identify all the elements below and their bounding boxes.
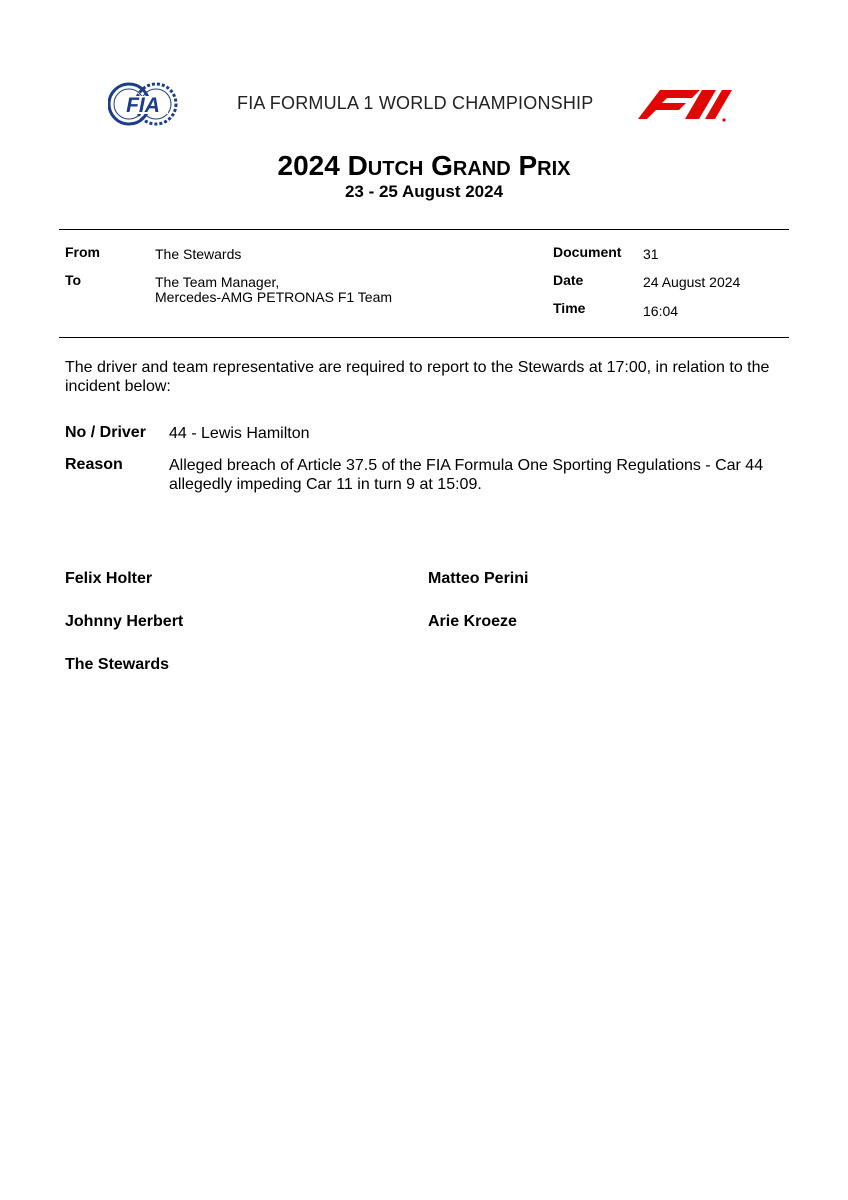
- event-year: 2024: [277, 150, 340, 181]
- championship-title: FIA FORMULA 1 WORLD CHAMPIONSHIP: [237, 93, 594, 113]
- time-label: Time: [553, 300, 586, 316]
- date-value: 24 August 2024: [643, 274, 741, 290]
- steward-name: Arie Kroeze: [428, 613, 517, 630]
- from-label: From: [65, 244, 100, 260]
- steward-name: Felix Holter: [65, 570, 153, 587]
- document-value: 31: [643, 246, 659, 262]
- intro-paragraph: The driver and team representative are required to report to the Stewards at 17:00, in relation to the incident below:: [65, 359, 770, 395]
- to-value-line2: Mercedes-AMG PETRONAS F1 Team: [155, 289, 393, 305]
- driver-value: 44 - Lewis Hamilton: [169, 425, 310, 442]
- steward-name: Johnny Herbert: [65, 613, 184, 630]
- from-value: The Stewards: [155, 246, 242, 262]
- reason-label: Reason: [65, 456, 123, 473]
- to-value-line1: The Team Manager,: [155, 274, 280, 290]
- time-value: 16:04: [643, 303, 679, 319]
- to-label: To: [65, 272, 82, 288]
- f1-logo: [636, 88, 738, 122]
- date-label: Date: [553, 272, 584, 288]
- event-dates: 23 - 25 August 2024: [344, 182, 504, 201]
- document-label: Document: [553, 244, 622, 260]
- driver-label: No / Driver: [65, 424, 146, 441]
- fia-logo-text: FIA: [126, 94, 160, 117]
- reason-value: Alleged breach of Article 37.5 of the FIA Formula One Sporting Regulations - Car 44 allegedly impeding Car 11 in turn 9 at 15:09.: [169, 457, 764, 493]
- bottom-rule: [59, 337, 789, 338]
- steward-name: Matteo Perini: [428, 570, 529, 587]
- stewards-signoff: The Stewards: [65, 656, 170, 673]
- event-name: Dutch Grand Prix: [347, 150, 571, 181]
- event-title: [0, 150, 848, 182]
- fia-logo: [108, 78, 180, 130]
- top-rule: [59, 229, 789, 230]
